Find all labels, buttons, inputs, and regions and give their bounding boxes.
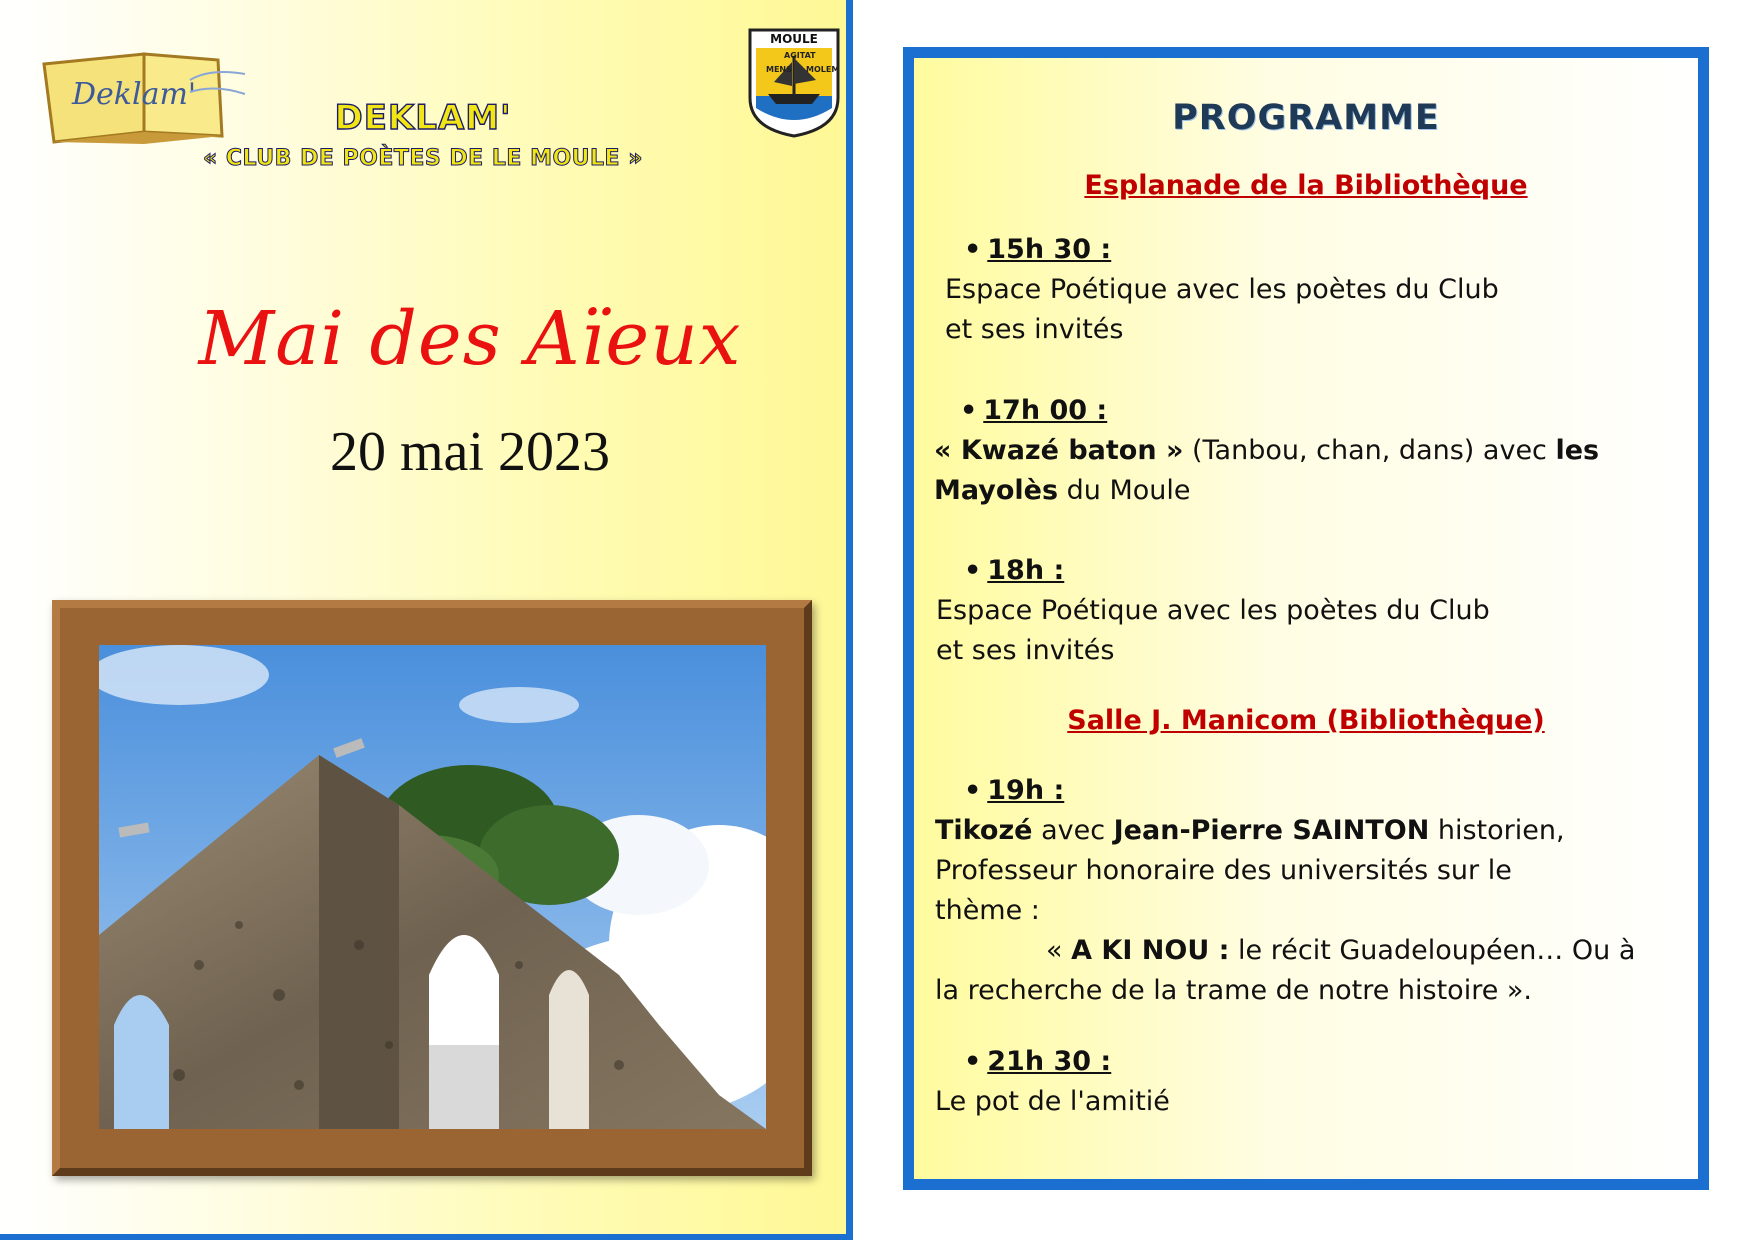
item2-line2: Mayolès du Moule [934, 475, 1191, 506]
crest-label: MOULE [770, 32, 818, 46]
item4-line4: « A KI NOU : le récit Guadeloupéen… Ou à [1046, 935, 1636, 966]
item4-line2: Professeur honoraire des universités sur le [935, 855, 1512, 886]
item3-line1: Espace Poétique avec les poètes du Club [936, 595, 1490, 626]
ruins-arches-photo [99, 645, 766, 1129]
item5-line1: Le pot de l'amitié [935, 1086, 1170, 1117]
club-subtitle: « CLUB DE POÈTES DE LE MOULE » [203, 146, 643, 171]
time-21h30: • 21h 30 : [964, 1046, 1112, 1077]
item4-line1: Tikozé avec Jean-Pierre SAINTON historien, [935, 815, 1565, 846]
item1-line2: et ses invités [945, 314, 1124, 345]
bullet-icon: • [964, 775, 982, 806]
event-date: 20 mai 2023 [330, 421, 610, 483]
svg-text:MENS: MENS [766, 65, 792, 74]
bullet-icon: • [964, 555, 982, 586]
bullet-icon: • [964, 234, 982, 265]
time-19h: • 19h : [964, 775, 1065, 806]
programme-title: PROGRAMME [1172, 98, 1440, 138]
svg-text:MOLEM: MOLEM [806, 65, 840, 74]
bullet-icon: • [960, 395, 978, 426]
item4-line5: la recherche de la trame de notre histoire ». [935, 975, 1533, 1006]
time-15h30: • 15h 30 : [964, 234, 1112, 265]
event-title: Mai des Aïeux [198, 296, 742, 382]
item1-line1: Espace Poétique avec les poètes du Club [945, 274, 1499, 305]
item3-line2: et ses invités [936, 635, 1115, 666]
flyer-cover [0, 0, 853, 1240]
item4-line3: thème : [935, 895, 1040, 926]
svg-text:Deklam': Deklam' [72, 77, 197, 112]
club-name: DEKLAM' [334, 98, 512, 138]
bullet-icon: • [964, 1046, 982, 1077]
photo-frame [52, 600, 812, 1176]
time-18h: • 18h : [964, 555, 1065, 586]
svg-text:AGITAT: AGITAT [784, 51, 816, 60]
venue-esplanade: Esplanade de la Bibliothèque [1084, 170, 1528, 201]
item2-line1: « Kwazé baton » (Tanbou, chan, dans) avec les [934, 435, 1600, 466]
programme-panel [903, 47, 1709, 1190]
time-17h00: • 17h 00 : [960, 395, 1108, 426]
venue-salle-manicom: Salle J. Manicom (Bibliothèque) [1067, 705, 1545, 736]
